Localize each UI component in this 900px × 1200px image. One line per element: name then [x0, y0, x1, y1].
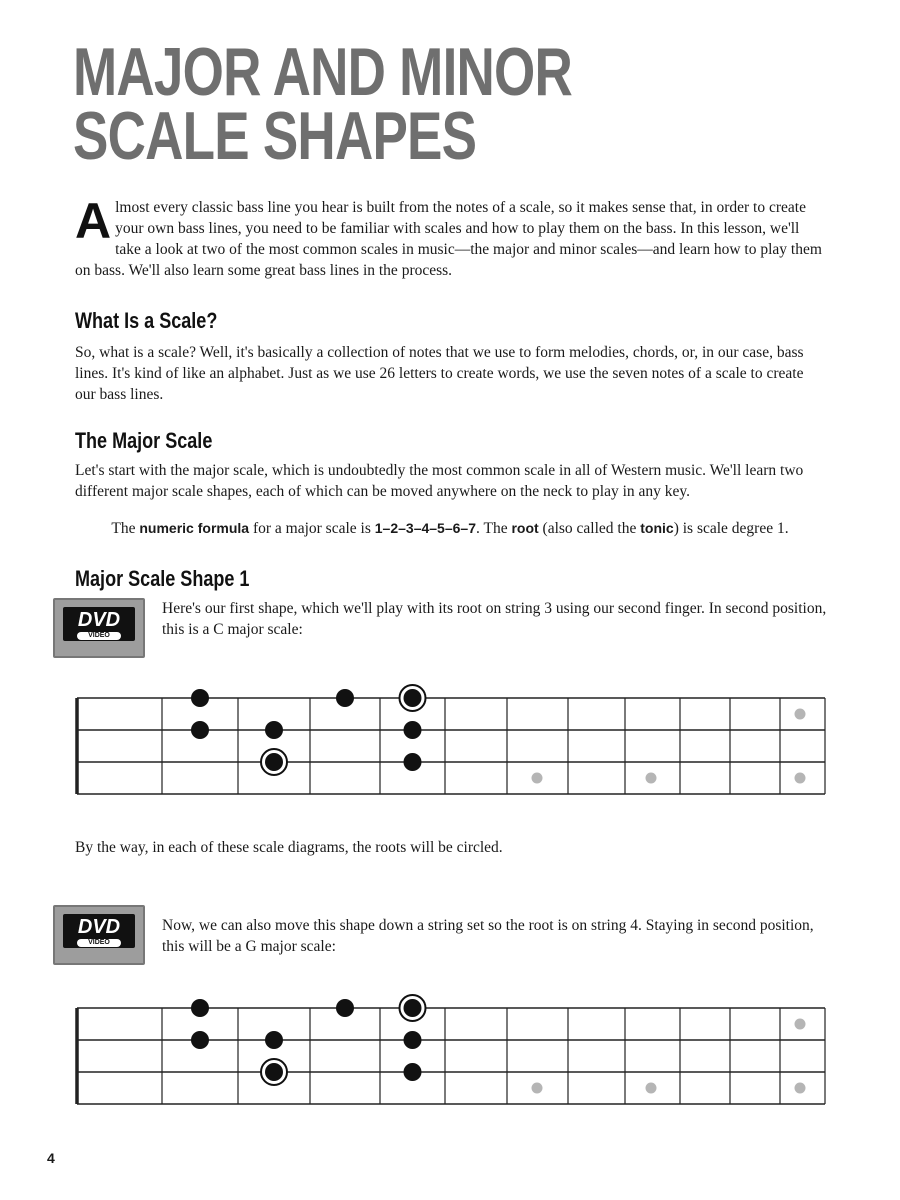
scale-note-dot [404, 721, 422, 739]
formula-degrees: 1–2–3–4–5–6–7 [374, 520, 476, 536]
heading-major-scale: The Major Scale [75, 428, 213, 453]
fret-marker-dot [646, 773, 657, 784]
scale-note-dot [265, 1031, 283, 1049]
major-scale-paragraph: Let's start with the major scale, which is undoubtedly the most common scale in all of Western music. We'll learn two different major scale shapes, each of which can be moved anywhere on the neck to play in any key. [75, 462, 804, 500]
fret-marker-dot [646, 1083, 657, 1094]
root-note-dot [265, 1063, 283, 1081]
fret-marker-dot [532, 1083, 543, 1094]
roots-circled-note: By the way, in each of these scale diagrams, the roots will be circled. [75, 839, 503, 856]
intro-text: lmost every classic bass line you hear is built from the notes of a scale, so it makes sense that, in order to create your own bass lines, you need to be familiar with scales and how to play them on the bass. In this lesson, we'll take a look at two of the most common scales in music—the major and minor scales—and learn how to play them on bass. We'll also learn some great bass lines in the process. [75, 199, 822, 279]
scale-note-dot [404, 753, 422, 771]
fretboard-diagram-g-major [0, 990, 900, 1120]
scale-definition-paragraph: So, what is a scale? Well, it's basically a collection of notes that we use to form melodies, chords, or, in our case, bass lines. It's kind of like an alphabet. Just as we use 26 letters to create words, we use the seven notes of a scale to create our bass lines. [75, 344, 804, 403]
title-line-1: MAJOR AND MINOR [73, 34, 573, 110]
formula-term-numeric-formula: numeric formula [139, 520, 250, 536]
fret-marker-dot [795, 1083, 806, 1094]
dvd-video-label: VIDEO [77, 939, 121, 947]
drop-cap: A [75, 193, 112, 249]
scale-note-dot [191, 1031, 209, 1049]
dvd-logo [63, 914, 135, 948]
fret-marker-dot [795, 1019, 806, 1030]
formula-text-3: . The [476, 520, 512, 537]
formula-text-1: The [111, 520, 140, 537]
dvd-label: DVD [77, 916, 121, 938]
root-note-dot [404, 999, 422, 1017]
scale-note-dot [191, 689, 209, 707]
fret-marker-dot [795, 709, 806, 720]
formula-term-tonic: tonic [640, 520, 674, 536]
heading-what-is-a-scale: What Is a Scale? [75, 308, 218, 333]
scale-note-dot [336, 689, 354, 707]
page-title [73, 34, 573, 174]
dvd-video-label: VIDEO [77, 632, 121, 640]
root-note-dot [265, 753, 283, 771]
scale-note-dot [191, 999, 209, 1017]
scale-note-dot [336, 999, 354, 1017]
root-note-dot [404, 689, 422, 707]
dvd-label: DVD [77, 609, 121, 631]
scale-note-dot [191, 721, 209, 739]
page-number: 4 [47, 1150, 55, 1166]
shape1-caption: Here's our first shape, which we'll play with its root on string 3 using our second finger. In second position, this is a C major scale: [162, 600, 827, 638]
intro-paragraph [75, 193, 827, 281]
formula-term-root: root [511, 520, 539, 536]
scale-note-dot [404, 1031, 422, 1049]
formula-text-2: for a major scale is [249, 520, 375, 537]
formula-text-5: ) is scale degree 1. [673, 520, 789, 537]
numeric-formula-line [0, 520, 900, 538]
dvd-icon [53, 598, 145, 658]
shape1-string4-caption: Now, we can also move this shape down a string set so the root is on string 4. Staying in second position, this will be a G major scale: [162, 917, 814, 955]
formula-text-4: (also called the [538, 520, 641, 537]
dvd-logo [63, 607, 135, 641]
fret-marker-dot [795, 773, 806, 784]
dvd-icon [53, 905, 145, 965]
heading-major-scale-shape-1: Major Scale Shape 1 [75, 566, 250, 591]
fret-marker-dot [532, 773, 543, 784]
scale-note-dot [265, 721, 283, 739]
scale-note-dot [404, 1063, 422, 1081]
title-line-2: SCALE SHAPES [73, 98, 477, 174]
fretboard-diagram-c-major [0, 680, 900, 810]
